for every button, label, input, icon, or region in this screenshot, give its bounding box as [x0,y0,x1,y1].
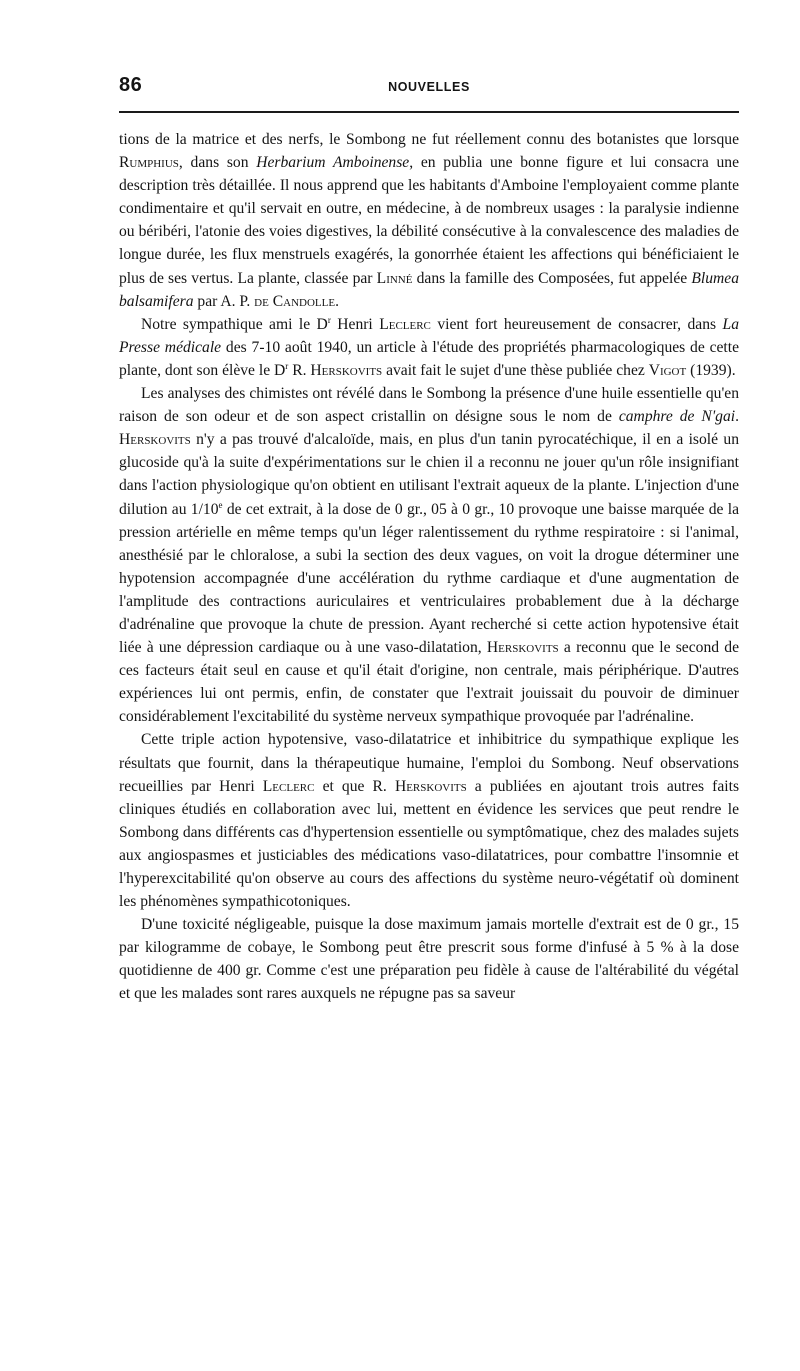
paragraph [119,728,739,913]
text-run: dans la famille des Composées, fut appelée [412,269,692,287]
author-name: Rumphius [119,154,179,172]
text-run: de cet extrait, à la dose de 0 gr., 05 à 0 gr., 10 provoque une baisse marquée de la pression artérielle en même temps qu'un léger ralentissement du rythme respiratoire : si l'animal, anesthésié par le chloralose, a subi la section des deux vagues, on voit la drogue déterminer une hypotension accompagnée d'une accélération du rythme cardiaque et d'une augmentation de l'amplitude des contractions auriculaires et ventriculaires probablement due à la décharge d'adrénaline que provoque la chute de pression. Ayant recherché si cette action hypotensive était liée à une dépression cardiaque ou à une vaso-dilatation, [119,500,739,657]
author-name: Herskovits [310,361,383,379]
text-run: n'y a pas trouvé d'alcaloïde, mais, en plus d'un tanin pyrocatéchique, il en a isolé un glucoside qu'à la suite d'expérimentations sur le chien il a reconnu ne jouer qu'un rôle insignifiant dans l'action physiologique qu'on obtient en utilisant l'extrait aqueux de la plante. L'injection d'une dilution au 1/10 [119,431,739,518]
paragraph [119,913,739,1005]
text-run: Notre sympathique ami le D [141,315,328,333]
text-run: , en publia une bonne figure et lui consacra une description très détaillée. Il nous apprend que les habitants d'Amboine l'employaient comme plante condimentaire et qu'il servait en outre, en médecine, à de nombreux usages : la paralysie indienne ou béribéri, l'atonie des voies digestives, la débilité consécutive à la convalescence des maladies de longue durée, les flux menstruels exagérés, la gonorrhée étaient les affections qui bénéficiaient le plus de ses vertus. La plante, classée par [119,154,739,287]
text-run: , dans son [178,154,257,172]
author-name: de Candolle [254,292,336,310]
superscript: r [327,314,331,325]
superscript: e [218,499,223,510]
author-name: Herskovits [486,639,559,657]
italic-text: La Presse médicale [119,315,740,356]
text-run: et que R. [314,777,395,795]
superscript: r [285,360,289,371]
text-run: a reconnu que le second de ces facteurs était seul en cause et qu'il était d'origine, non centrale, mais périphérique. D'autres expériences lui ont permis, enfin, de constater que l'extrait jouissait du pouvoir de diminuer considérablement l'excitabilité du système nerveux sympathique provoquée par l'adrénaline. [119,639,739,726]
author-name: Leclerc [379,315,431,333]
text-run: Cette triple action hypotensive, vaso-dilatatrice et inhibitrice du sympathique explique les résultats que fournit, dans la thérapeutique humaine, l'emploi du Sombong. Neuf observations recueillies par Henri [119,731,739,795]
text-run: Henri [330,315,380,333]
author-name: Vigot [648,361,687,379]
paragraph [119,128,739,313]
italic-text: Herbarium Amboinense [256,154,410,172]
italic-text: camphre de N'gai [618,408,736,426]
text-run: tions de la matrice et des nerfs, le Sombong ne fut réellement connu des botanistes que lorsque [119,131,739,148]
text-run: a publiées en ajoutant trois autres faits cliniques étudiés en collaboration avec lui, mettent en évidence les services que peut rendre le Sombong dans différents cas d'hypertension essentielle ou symptômatique, chez des malades sujets aux angiospasmes et justiciables des médications vaso-dilatatrices, pour combattre l'insomnie et l'hyperexcitabilité qu'on observe au cours des affections du système neuro-végétatif où dominent les phénomènes sympathicotoniques. [119,777,740,911]
page-number: 86 [119,74,143,96]
header-rule [119,111,739,113]
text-run: D'une toxicité négligeable, puisque la dose maximum jamais mortelle d'extrait est de 0 gr., 15 par kilogramme de cobaye, le Sombong peut être prescrit sous forme d'infusé à 5 % à la dose quotidienne de 400 gr. Comme c'est une préparation peu fidèle à cause de l'altérabilité du végétal et que les malades sont rares auxquels ne répugne pas sa saveur [119,916,739,1003]
text-run: vient fort heureusement de consacrer, dans [430,315,723,333]
running-title: NOUVELLES [388,80,470,94]
text-run: R. [288,361,311,379]
author-name: Linné [376,269,413,287]
text-run: par A. P. [193,292,255,310]
text-run: Les analyses des chimistes ont révélé dans le Sombong la présence d'une huile essentielle qu'en raison de son odeur et de son aspect cristallin on désigne sous le nom de [119,385,739,426]
text-run: (1939). [686,361,736,379]
italic-text: Blumea balsamifera [119,269,739,310]
text-run: . [735,408,739,426]
text-run: avait fait le sujet d'une thèse publiée chez [382,361,649,379]
text-run: des 7-10 août 1940, un article à l'étude des propriétés pharmacologiques de cette plante, dont son élève le D [119,338,740,379]
paragraph [119,382,739,728]
author-name: Leclerc [262,777,315,795]
text-run: . [335,292,339,310]
page-header [119,74,739,102]
author-name: Herskovits [394,777,467,795]
author-name: Herskovits [119,431,191,449]
paragraph [119,313,739,382]
body-text [119,128,739,1006]
